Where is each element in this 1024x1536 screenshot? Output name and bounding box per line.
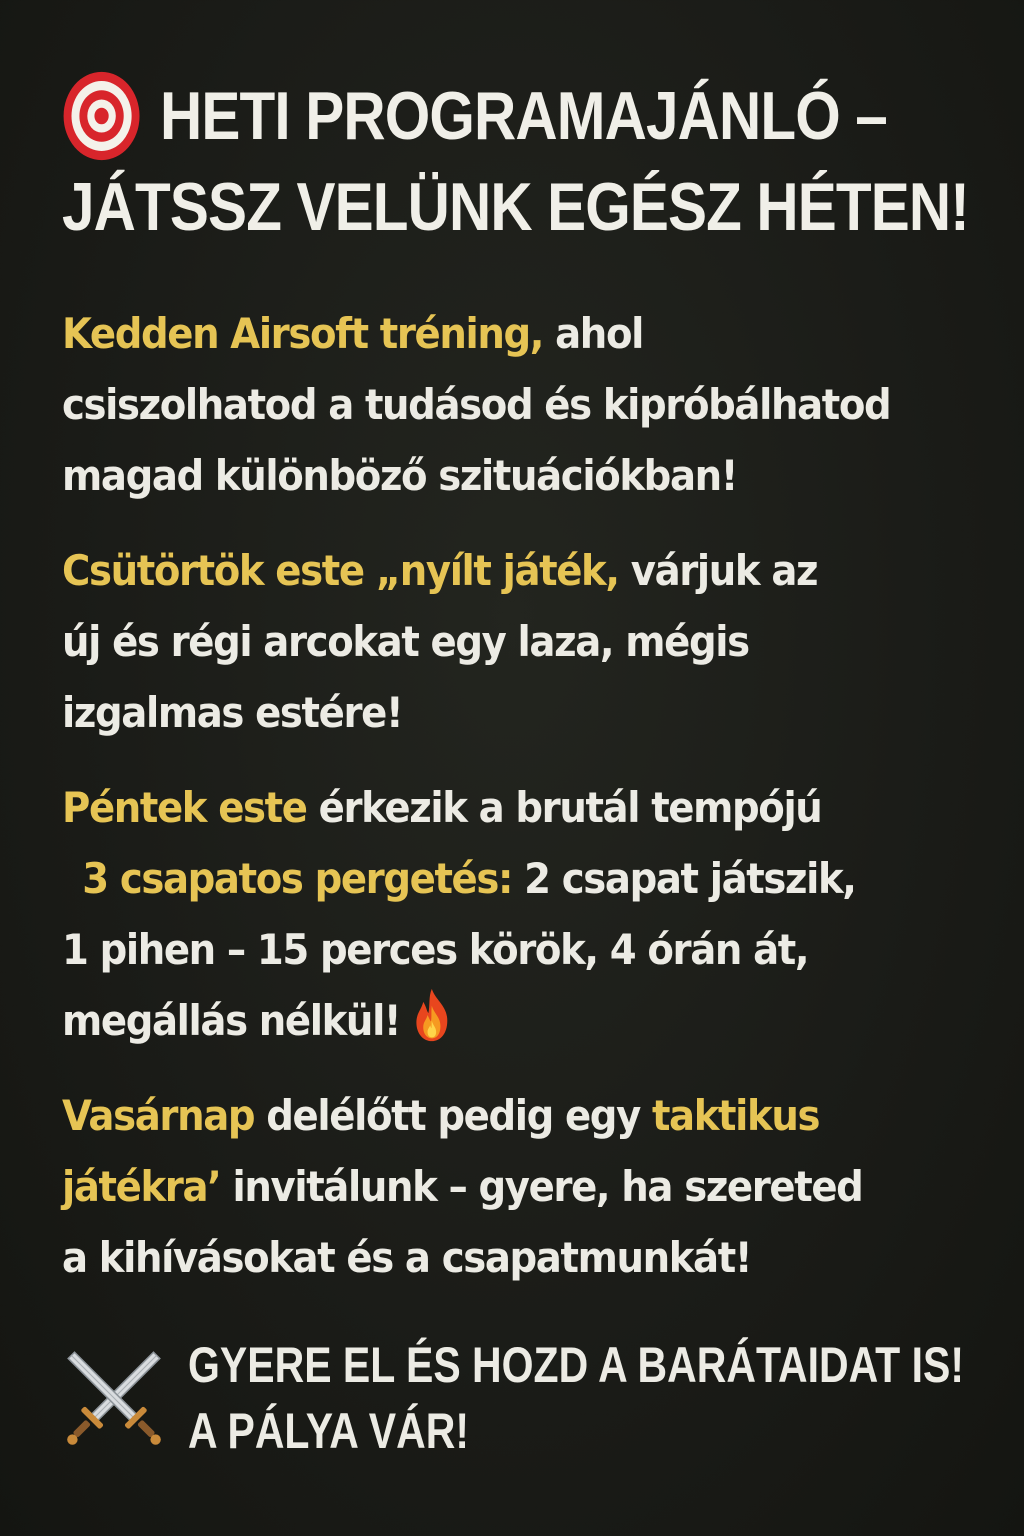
crossed-swords-icon	[62, 1346, 166, 1450]
title-line-2: JÁTSSZ VELÜNK EGÉSZ HÉTEN!	[62, 169, 969, 245]
footer-line-1: GYERE EL ÉS HOZD A BARÁTAIDAT IS!	[188, 1337, 965, 1393]
sunday-highlight: Vasárnap	[62, 1091, 255, 1140]
sunday-text-2: invitálunk – gyere, ha szereted	[220, 1162, 863, 1211]
fire-icon	[408, 987, 456, 1043]
friday-text-2: 2 csapat játszik,	[512, 854, 856, 903]
footer-text	[188, 1332, 965, 1464]
footer-line-2: A PÁLYA VÁR!	[188, 1403, 470, 1459]
footer-call-to-action	[62, 1332, 1024, 1464]
thursday-text-1: várjuk az	[618, 546, 818, 595]
page-title	[62, 70, 991, 252]
friday-highlight: Péntek este	[62, 783, 307, 832]
tuesday-highlight: Kedden Airsoft tréning,	[62, 309, 544, 358]
sunday-highlight-2: taktikus	[651, 1091, 820, 1140]
thursday-paragraph	[62, 535, 945, 748]
sunday-paragraph	[62, 1080, 945, 1293]
tuesday-text-3: magad különböző szituációkban!	[62, 451, 738, 500]
thursday-text-2: új és régi arcokat egy laza, mégis	[62, 617, 749, 666]
sunday-text-3: a kihívásokat és a csapatmunkát!	[62, 1233, 752, 1282]
tuesday-paragraph	[62, 298, 945, 511]
tuesday-text-1: ahol	[543, 309, 643, 358]
friday-text-1: érkezik a brutál tempójú	[306, 783, 822, 832]
friday-highlight-2: 3 csapatos pergetés:	[82, 854, 513, 903]
poster	[62, 70, 992, 1459]
friday-paragraph	[62, 772, 945, 1056]
friday-text-4: megállás nélkül!	[62, 996, 401, 1045]
thursday-highlight: Csütörtök este „nyílt játék,	[62, 546, 619, 595]
target-icon	[62, 70, 141, 162]
thursday-text-3: izgalmas estére!	[62, 688, 403, 737]
friday-text-3: 1 pihen – 15 perces körök, 4 órán át,	[62, 925, 809, 974]
title-line-1: HETI PROGRAMAJÁNLÓ –	[160, 78, 887, 154]
sunday-highlight-3: játékra’	[62, 1162, 221, 1211]
tuesday-text-2: csiszolhatod a tudásod és kipróbálhatod	[62, 380, 891, 429]
sunday-text-1: delélőtt pedig egy	[254, 1091, 652, 1140]
